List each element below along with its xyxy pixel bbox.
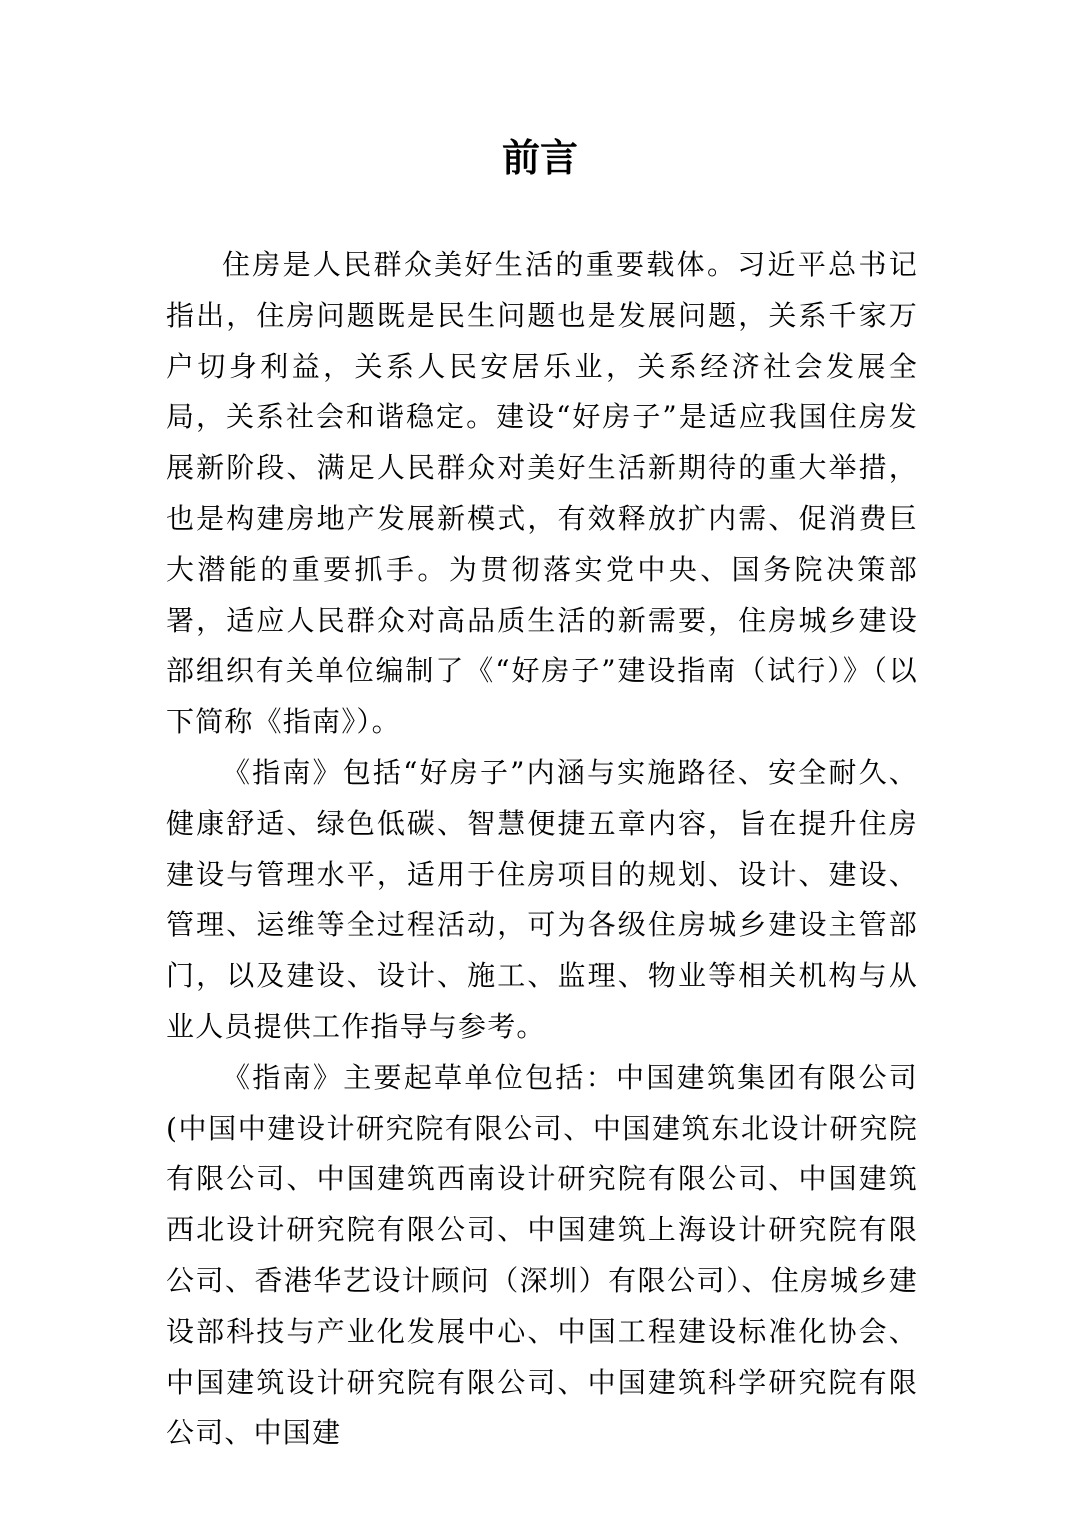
document-body: [166, 240, 918, 1459]
paragraph-drafters: 《指南》主要起草单位包括：中国建筑集团有限公司(中国中建设计研究院有限公司、中国建筑东北设计研究院有限公司、中国建筑西南设计研究院有限公司、中国建筑西北设计研究院有限公司、中国建筑上海设计研究院有限公司、香港华艺设计顾问（深圳）有限公司）、住房城乡建设部科技与产业化发展中心、中国工程建设标准化协会、中国建筑设计研究院有限公司、中国建筑科学研究院有限公司、中国建: [166, 1060, 918, 1450]
paragraph-scope: 《指南》包括“好房子”内涵与实施路径、安全耐久、健康舒适、绿色低碳、智慧便捷五章内容，旨在提升住房建设与管理水平，适用于住房项目的规划、设计、建设、管理、运维等全过程活动，可为各级住房城乡建设主管部门，以及建设、设计、施工、监理、物业等相关机构与从业人员提供工作指导与参考。: [166, 755, 918, 1043]
paragraph-intro: 住房是人民群众美好生活的重要载体。习近平总书记指出，住房问题既是民生问题也是发展问题，关系千家万户切身利益，关系人民安居乐业，关系经济社会发展全局，关系社会和谐稳定。建设“好房子”是适应我国住房发展新阶段、满足人民群众对美好生活新期待的重大举措，也是构建房地产发展新模式，有效释放扩内需、促消费巨大潜能的重要抓手。为贯彻落实党中央、国务院决策部署，适应人民群众对高品质生活的新需要，住房城乡建设部组织有关单位编制了《“好房子”建设指南（试行）》（以下简称《指南》）。: [166, 248, 918, 739]
page-title: 前言: [501, 136, 578, 180]
